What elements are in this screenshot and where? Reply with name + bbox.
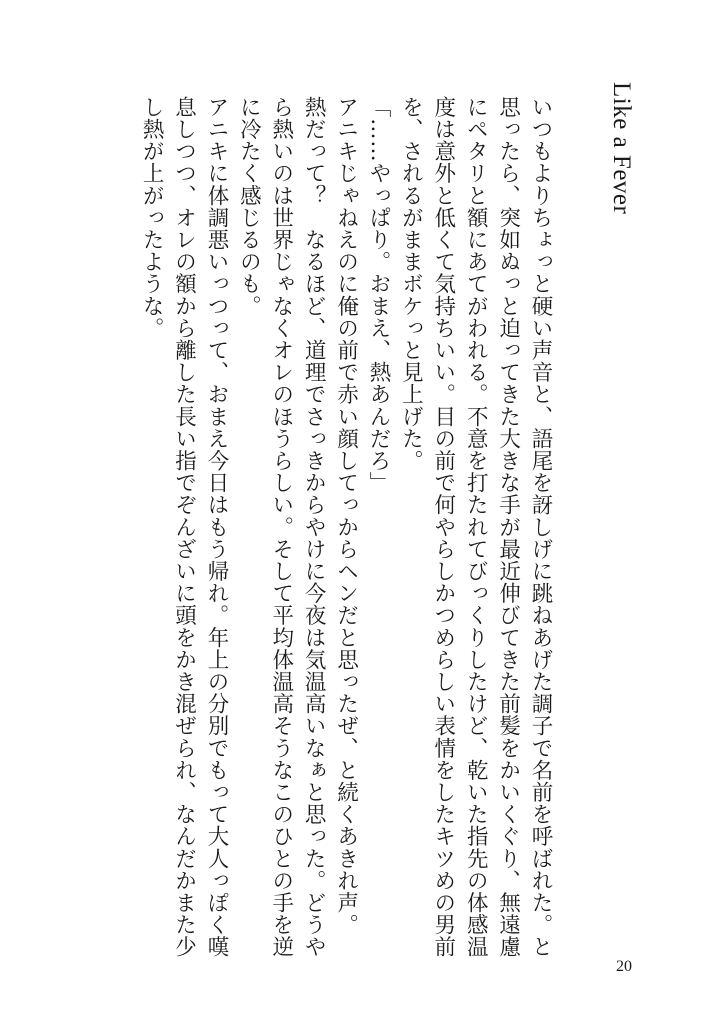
page-title: Like a Fever bbox=[608, 82, 635, 215]
paragraph: 熱だって？ なるほど、道理でさっきからやけに今夜は気温高いなぁと思った。どうやら熱いのは世界じゃなくオレのほうらしい。そして平均体温高そうなこのひとの手を逆に冷たく感じるのも。 bbox=[236, 96, 327, 958]
paragraph: アニキじゃねえのに俺の前で赤い顔してっからヘンだと思ったぜ、と続くあきれ声。 bbox=[333, 96, 359, 936]
page-number: 20 bbox=[616, 958, 632, 975]
body-text bbox=[136, 96, 556, 976]
paragraph: 「……やっぱり。おまえ、熱あんだろ」 bbox=[365, 96, 391, 494]
paragraph: アニキに体調悪いっつって、おまえ今日はもう帰れ。年上の分別でもって大人っぽく嘆息しつつ、オレの額から離した長い指でぞんざいに頭をかき混ぜられ、なんだかまた少し熱が上がったような。 bbox=[139, 96, 229, 958]
paragraph: いつもよりちょっと硬い声音と、語尾を訝しげに跳ねあげた調子で名前を呼ばれた。と思ったら、突如ぬっと迫ってきた大きな手が最近伸びてきた前髪をかいくぐり、無遠慮にペタリと額にあてがわれる。不意を打たれてびっくりしたけど、乾いた指先の体感温度は意外と低くて気持ちいい。目の前で何やらしかつめらしい表情をしたキツめの男前を、されるがままボケっと見上げた。 bbox=[398, 96, 553, 958]
